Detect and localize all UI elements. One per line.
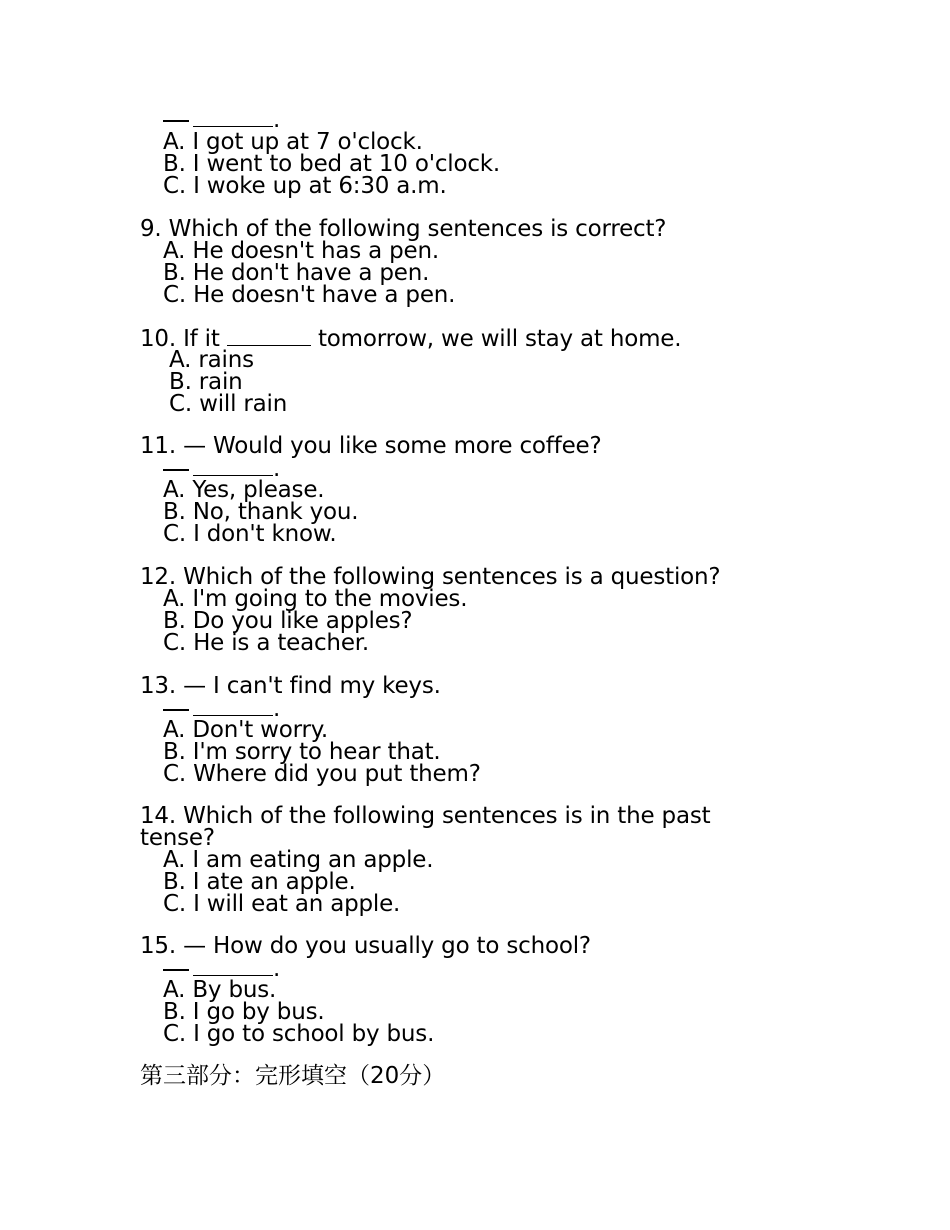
q10-option-b: B. rain [169,369,243,395]
q13-stem: 13. — I can't find my keys. [140,673,441,699]
q11-option-c: C. I don't know. [163,521,337,547]
q15-answer-blank: . [163,957,280,980]
q9-option-b: B. He don't have a pen. [163,260,430,286]
q15-stem: 15. — How do you usually go to school? [140,933,591,959]
dash-mark [163,469,189,471]
q10-blank [227,327,311,346]
q10-option-c: C. will rain [169,391,288,417]
q14-option-b: B. I ate an apple. [163,869,356,895]
q10-stem-after: tomorrow, we will stay at home. [317,326,682,352]
blank-underline [193,108,273,127]
dash-mark [163,709,189,711]
q14-option-a: A. I am eating an apple. [163,847,434,873]
q13-option-a: A. Don't worry. [163,717,328,743]
dash-mark [163,120,189,122]
q15-option-c: C. I go to school by bus. [163,1021,435,1047]
q10-option-a: A. rains [169,347,254,373]
q9-stem: 9. Which of the following sentences is correct? [140,216,667,242]
q12-stem: 12. Which of the following sentences is a question? [140,564,721,590]
q15-option-b: B. I go by bus. [163,999,325,1025]
q14-option-c: C. I will eat an apple. [163,891,401,917]
blank-underline [193,957,273,976]
blank-underline [193,457,273,476]
q8-answer-blank: . [163,108,280,131]
q12-option-b: B. Do you like apples? [163,608,413,634]
q8-option-c: C. I woke up at 6:30 a.m. [163,173,447,199]
q9-option-c: C. He doesn't have a pen. [163,282,456,308]
q11-stem: 11. — Would you like some more coffee? [140,433,602,459]
q15-option-a: A. By bus. [163,977,277,1003]
q8-option-a: A. I got up at 7 o'clock. [163,129,423,155]
q11-option-b: B. No, thank you. [163,499,359,525]
q13-option-b: B. I'm sorry to hear that. [163,739,441,765]
q11-answer-blank: . [163,457,280,480]
q12-option-a: A. I'm going to the movies. [163,586,468,612]
q14-stem-line1: 14. Which of the following sentences is in the past [140,803,711,829]
dash-mark [163,969,189,971]
q13-answer-blank: . [163,697,280,720]
q8-option-b: B. I went to bed at 10 o'clock. [163,151,501,177]
q14-stem-line2: tense? [140,825,215,851]
q10-stem-before: 10. If it [140,326,220,352]
blank-underline [193,697,273,716]
section3-heading: 第三部分：完形填空（20分） [140,1063,446,1089]
q9-option-a: A. He doesn't has a pen. [163,238,439,264]
q12-option-c: C. He is a teacher. [163,630,370,656]
q13-option-c: C. Where did you put them? [163,761,481,787]
q11-option-a: A. Yes, please. [163,477,325,503]
